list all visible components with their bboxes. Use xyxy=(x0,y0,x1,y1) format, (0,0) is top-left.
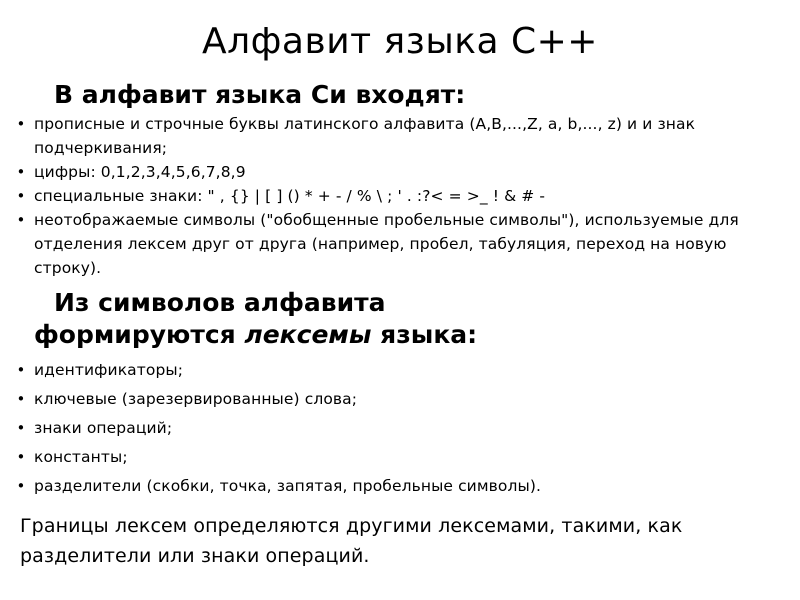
list-item xyxy=(14,208,784,280)
list-item-text: прописные и строчные буквы латинского алфавита (A,B,...,Z, a, b,..., z) и и знак подчеркивания; xyxy=(34,115,696,157)
bullet-icon: • xyxy=(16,390,26,408)
bullet-icon: • xyxy=(16,163,26,181)
bullet-icon: • xyxy=(16,187,26,205)
list-item xyxy=(14,387,784,411)
lexeme-list xyxy=(14,353,784,498)
bullet-icon: • xyxy=(16,115,26,133)
list-item-text: цифры: 0,1,2,3,4,5,6,7,8,9 xyxy=(34,163,246,181)
list-item-text: константы; xyxy=(34,448,128,466)
list-item-text: неотображаемые символы ("обобщенные пробельные символы"), используемые для отделения лексем друг от друга (например, пробел, табуляция, переход на новую строку). xyxy=(34,211,739,277)
list-item-text: разделители (скобки, точка, запятая, пробельные символы). xyxy=(34,477,541,495)
bullet-icon: • xyxy=(16,211,26,229)
list-item-text: специальные знаки: " , {} | [ ] () * + - / % \ ; ' . :?< = >_ ! & # - xyxy=(34,187,546,205)
alphabet-list xyxy=(14,112,784,280)
list-item xyxy=(14,474,784,498)
section2-heading-emphasis: лексемы xyxy=(244,320,372,349)
bullet-icon: • xyxy=(16,448,26,466)
footer-note: Границы лексем определяются другими лексемами, такими, как разделители или знаки операций. xyxy=(20,515,683,567)
bullet-icon: • xyxy=(16,361,26,379)
section2-heading-line1: Из символов алфавита xyxy=(54,288,386,317)
list-item xyxy=(14,445,784,469)
list-item xyxy=(14,112,784,160)
list-item-text: идентификаторы; xyxy=(34,361,184,379)
section1-heading: В алфавит языка Си входят: xyxy=(54,80,466,109)
list-item xyxy=(14,184,784,208)
section2-heading xyxy=(34,287,477,351)
section2-heading-line2-start: формируются xyxy=(34,320,245,349)
bullet-icon: • xyxy=(16,419,26,437)
list-item xyxy=(14,358,784,382)
slide-title: Алфавит языка С++ xyxy=(202,21,598,62)
section2-heading-line2-end: языка: xyxy=(371,320,478,349)
bullet-icon: • xyxy=(16,477,26,495)
list-item xyxy=(14,160,784,184)
list-item xyxy=(14,416,784,440)
list-item-text: знаки операций; xyxy=(34,419,173,437)
list-item-text: ключевые (зарезервированные) слова; xyxy=(34,390,358,408)
